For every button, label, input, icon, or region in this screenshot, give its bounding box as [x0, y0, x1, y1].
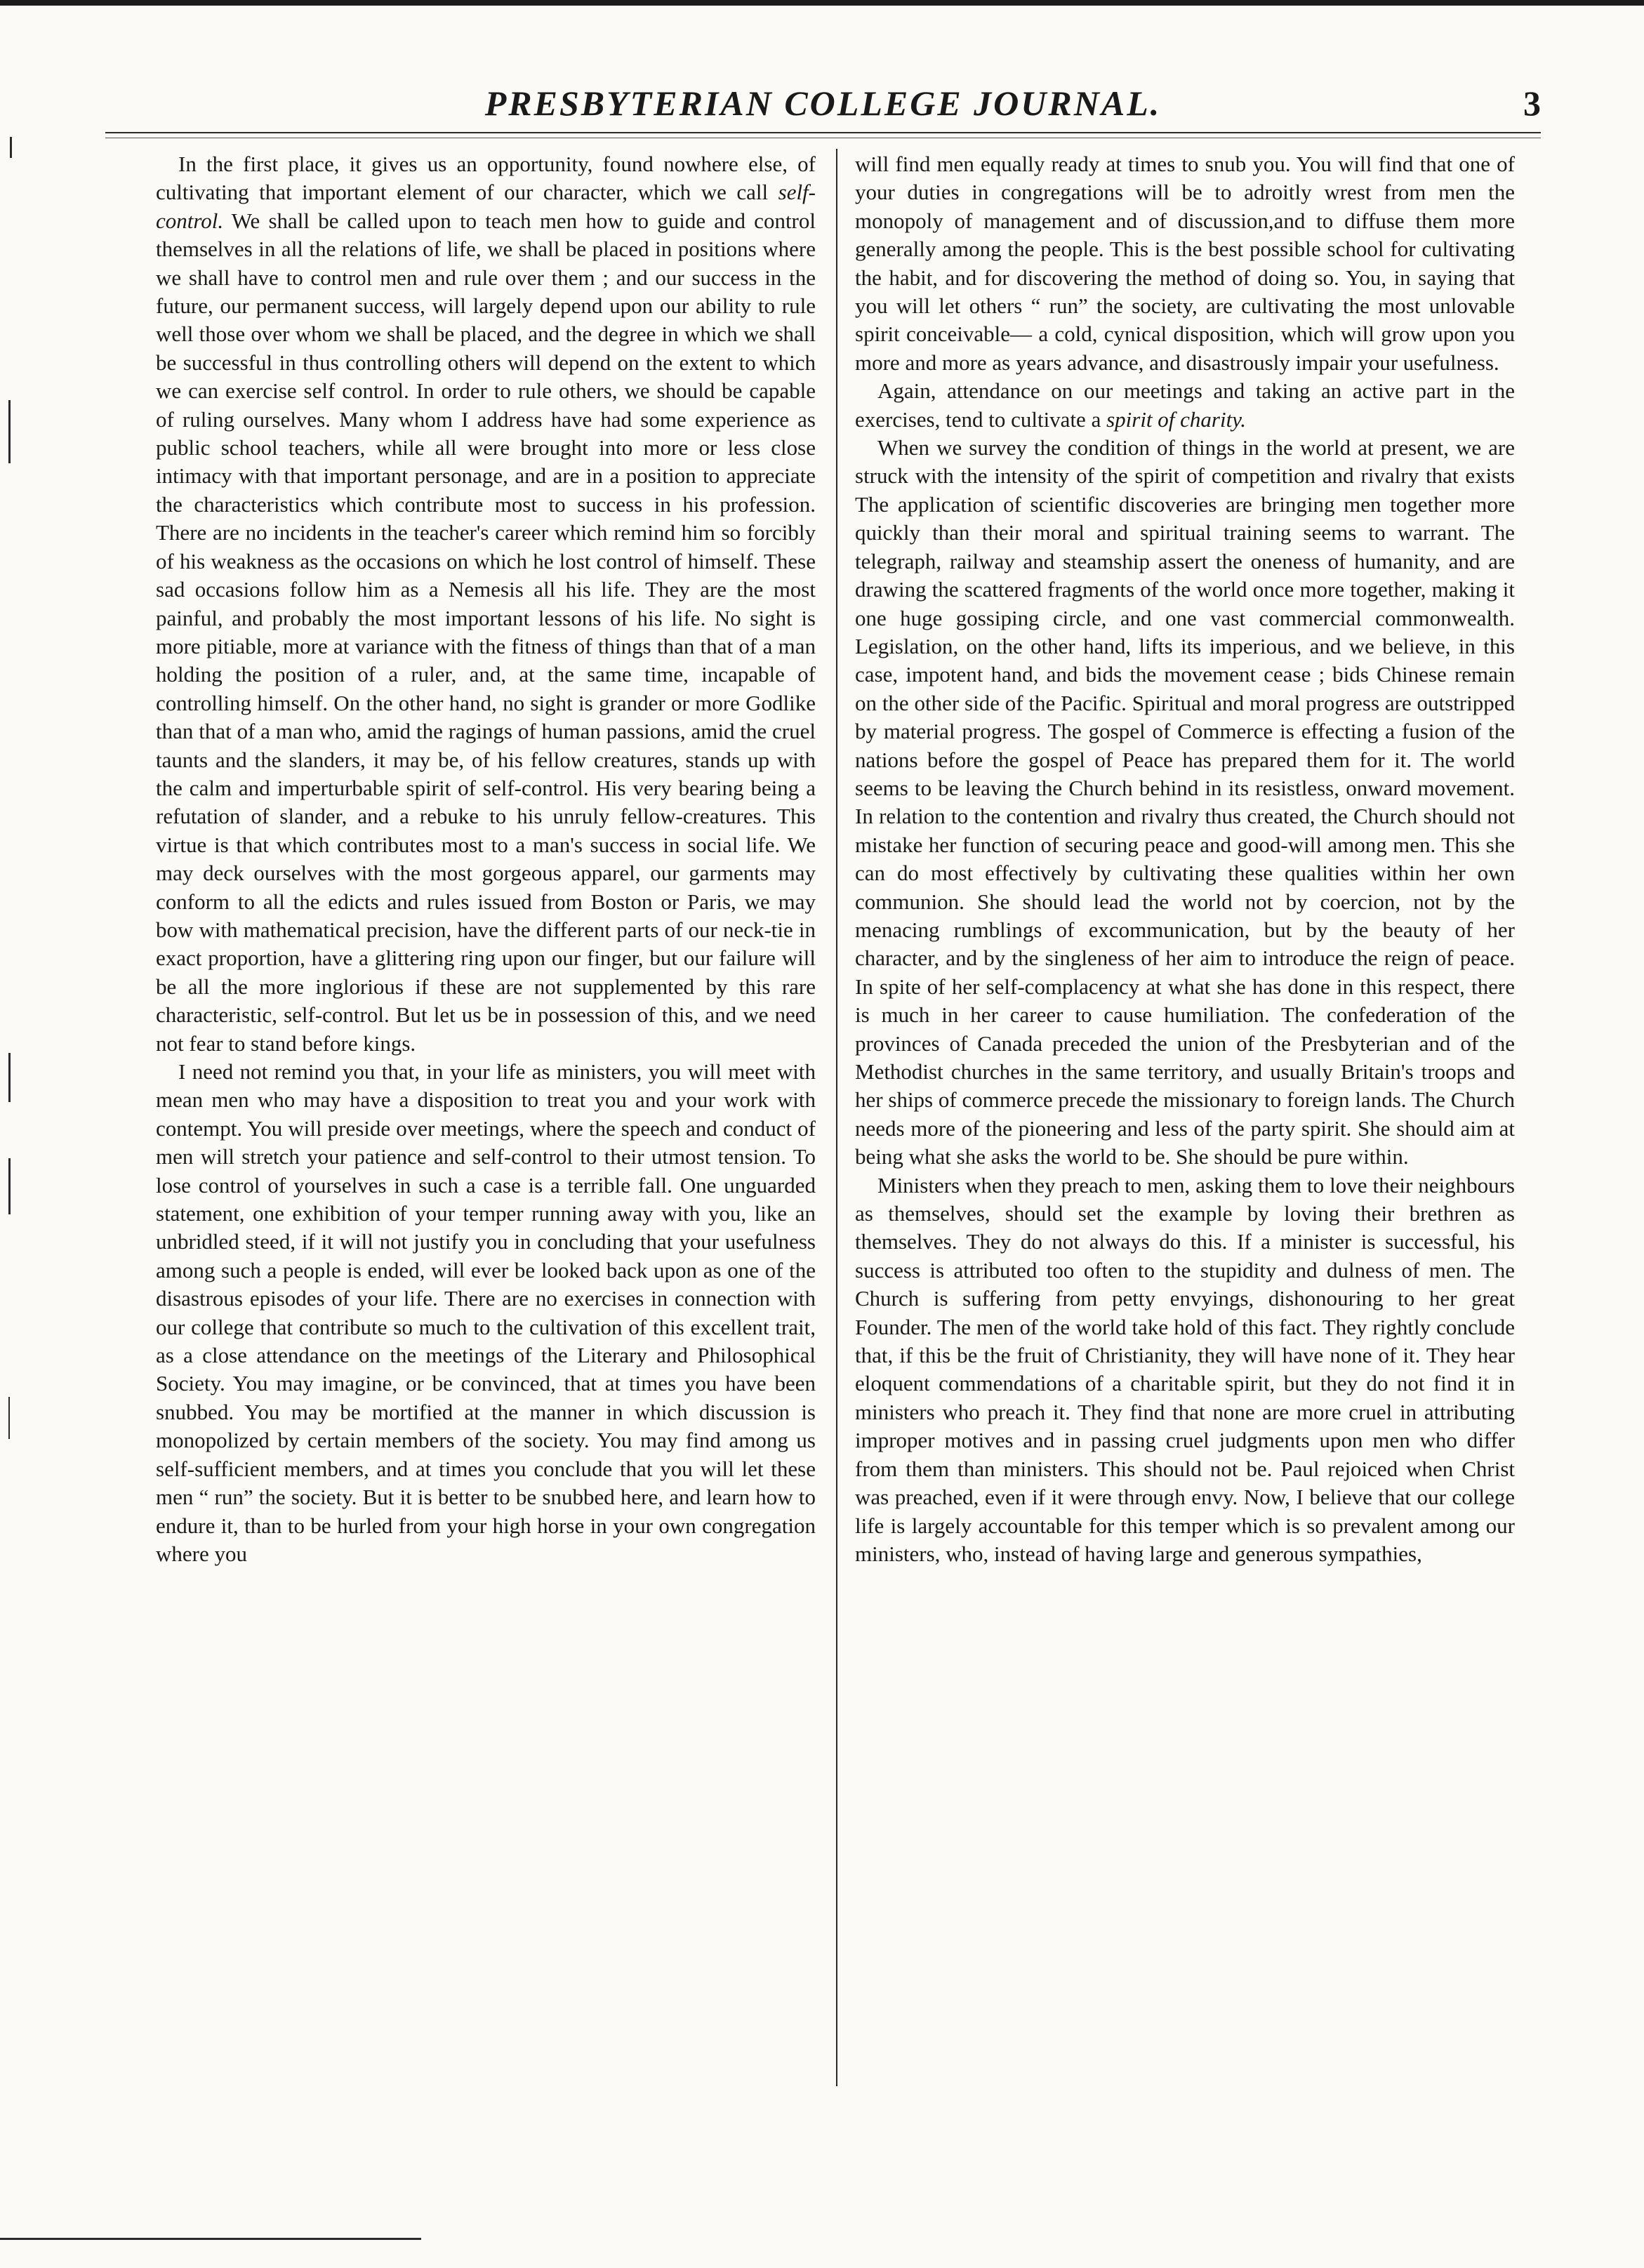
column-divider — [836, 149, 837, 2086]
paragraph-text: In the first place, it gives us an opportunity, found nowhere else, of cultivating that important element of our character, which we call — [156, 152, 816, 205]
margin-mark — [8, 1397, 10, 1439]
running-title: PRESBYTERIAN COLLEGE JOURNAL. — [484, 84, 1162, 123]
margin-mark — [8, 1158, 11, 1214]
top-border-rule — [0, 0, 1644, 6]
paragraph-text: We shall be called upon to teach men how to guide and control themselves in all the relations of life, we shall be placed in positions where we shall have to control men and rule over them ; and our success in the future, our permanent success, will largely depend upon our ability to rule well those over whom we shall be placed, and the degree in which we shall be successful in thus controlling others will depend on the extent to which we can exercise self control. In order to rule others, we should be capable of ruling ourselves. Many whom I address have had some experience as public school teachers, while all were brought into more or less close intimacy with that important personage, and are in a position to appreciate the characteristics which contribute most to success in his profession. There are no incidents in the teacher's career which remind him so forcibly of his weakness as the occasions on which he lost control of himself. These sad occasions follow him as a Nemesis all his life. They are the most painful, and probably the most important lessons of his life. No sight is more pitiable, more at variance with the fitness of things than that of a man holding the position of a ruler, and, at the same time, incapable of controlling himself. On the other hand, no sight is grander or more Godlike than that of a man who, amid the ragings of human passions, amid the cruel taunts and the slanders, it may be, of his fellow creatures, stands up with the calm and imperturbable spirit of self-control. His very bearing being a refutation of slander, and a rebuke to his unruly fellow-creatures. This virtue is that which contributes most to a man's success in social life. We may deck ourselves with the most gorgeous apparel, our garments may conform to all the edicts and rules issued from Boston or Paris, we may bow with mathematical precision, have the different parts of our neck-tie in exact proportion, have a glittering ring upon our finger, but our failure will be all the more inglorious if these are not supplemented by this rare characteristic, self-control. But let us be in possession of this, and we need not fear to stand before kings. — [156, 208, 816, 1056]
margin-mark — [8, 1053, 11, 1102]
right-column — [855, 150, 1515, 2074]
italic-term: self-control. — [156, 180, 816, 233]
page-number: 3 — [1523, 84, 1541, 123]
margin-mark — [8, 400, 11, 463]
paragraph — [156, 150, 816, 1058]
left-column — [156, 150, 816, 2074]
paragraph: I need not remind you that, in your life as ministers, you will meet with mean men who may have a disposition to treat you and your work with contempt. You will preside over meetings, where the speech and conduct of men will stretch your patience and self-control to their utmost tension. To lose control of yourselves in such a case is a terrible fall. One unguarded statement, one exhibition of your temper running away with you, like an unbridled steed, if it will not justify you in concluding that your usefulness among such a people is ended, will ever be looked back upon as one of the disastrous episodes of your life. There are no exercises in connection with our college that contribute so much to the cultivation of this excellent trait, as a close attendance on the meetings of the Literary and Philosophical Society. You may imagine, or be convinced, that at times you have been snubbed. You may be mortified at the manner in which discussion is monopolized by certain members of the society. You may find among us self-sufficient members, and at times you conclude that you will let these men “ run” the society. But it is better to be snubbed here, and learn how to endure it, than to be hurled from your high horse in your own congregation where you — [156, 1059, 816, 1566]
paragraph: Ministers when they preach to men, asking them to love their neighbours as themselves, should set the example by loving their brethren as themselves. They do not always do this. If a minister is successful, his success is attributed too often to the stupidity and dulness of men. The Church is suffering from petty envyings, dishonouring to her great Founder. The men of the world take hold of this fact. They rightly conclude that, if this be the fruit of Christianity, they will have none of it. They hear eloquent commendations of a charitable spirit, but they do not find it in ministers who preach it. They find that none are more cruel in attributing improper motives and in passing cruel judgments upon men who differ from them than ministers. This should not be. Paul rejoiced when Christ was preached, even if it were through envy. Now, I believe that our college life is largely accountable for this temper which is so prevalent among our ministers, who, instead of having large and generous sympathies, — [855, 1172, 1515, 1566]
paragraph — [855, 377, 1515, 434]
paragraph: will find men equally ready at times to snub you. You will find that one of your duties in congregations will be to adroitly wrest from men the monopoly of management and of discussion,and to diffuse them more generally among the people. This is the best possible school for cultivating the habit, and for discovering the method of doing so. You, in saying that you will let others “ run” the society, are cultivating the most unlovable spirit conceivable— a cold, cynical disposition, which will grow upon you more and more as years advance, and disastrously impair your usefulness. — [855, 152, 1515, 375]
italic-term: spirit of charity. — [1106, 406, 1247, 432]
page-header — [105, 83, 1541, 125]
header-rule — [105, 132, 1541, 138]
paragraph-text: Again, attendance on our meetings and taking an active part in the exercises, tend to cultivate a — [855, 378, 1515, 432]
paragraph: When we survey the condition of things in the world at present, we are struck with the intensity of the spirit of competition and rivalry that exists The application of scientific discoveries are bringing men together more quickly than their moral and spiritual training seems to warrant. The telegraph, railway and steamship assert the oneness of humanity, and are drawing the scattered fragments of the world once more together, making it one huge gossiping circle, and one vast commercial commonwealth. Legislation, on the other hand, lifts its imperious, and we believe, in this case, impotent hand, and bids the movement cease ; bids Chinese remain on the other side of the Pacific. Spiritual and moral progress are outstripped by material progress. The gospel of Commerce is effecting a fusion of the nations before the gospel of Peace has prepared them for it. The world seems to be leaving the Church behind in its resistless, onward movement. In relation to the contention and rivalry thus created, the Church should not mistake her function of securing peace and good-will among men. This she can do most effectively by cultivating these qualities within her own communion. She should lead the world not by coercion, not by the menacing rumblings of excommunication, but by the beauty of her character, and by the singleness of her aim to introduce the reign of peace. In spite of her self-complacency at what she has done in this respect, there is much in her career to cause humiliation. The confederation of the provinces of Canada preceded the union of the Presbyterian and of the Methodist churches in the same territory, and usually Britain's troops and her ships of commerce precede the missionary to foreign lands. The Church needs more of the pioneering and less of the party spirit. She should aim at being what she asks the world to be. She should be pure within. — [855, 435, 1515, 1169]
margin-mark — [10, 137, 12, 158]
bottom-rule — [0, 2238, 421, 2240]
